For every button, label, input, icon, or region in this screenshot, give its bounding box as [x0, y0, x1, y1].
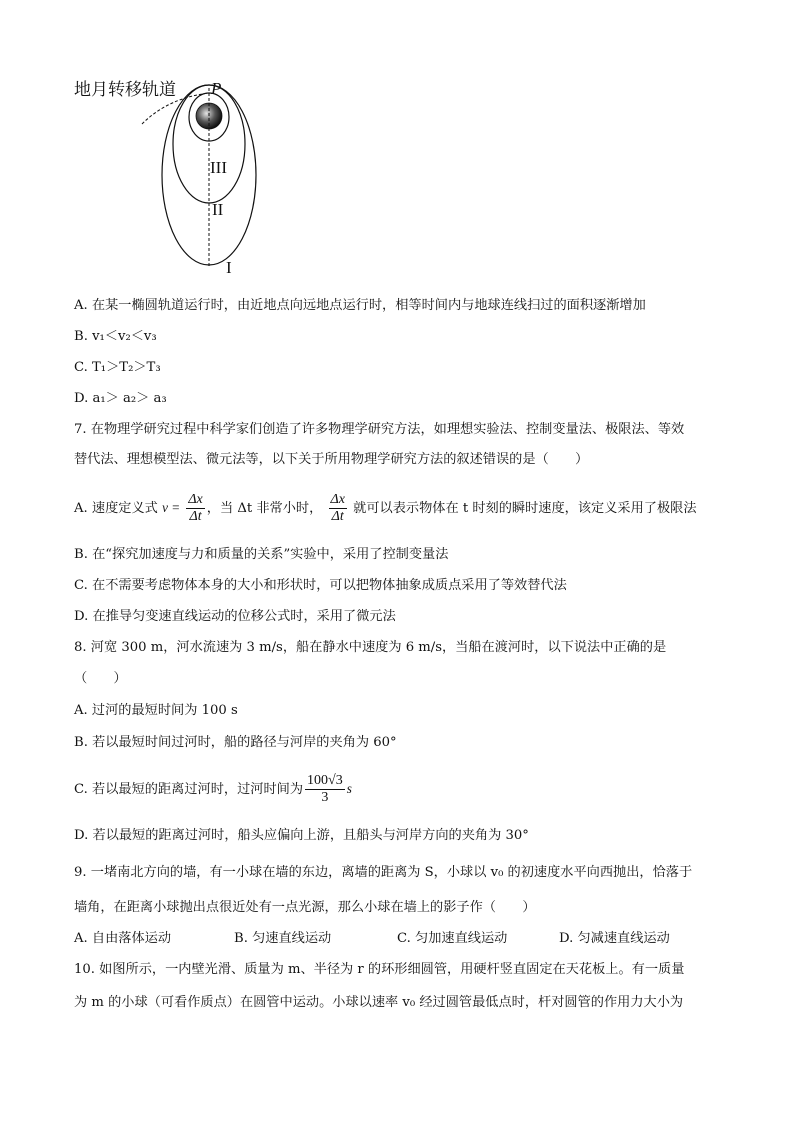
- q7-option-a-middle: ，当 Δt 非常小时，: [206, 501, 323, 516]
- q9-option-d: D. 匀减速直线运动: [559, 931, 670, 946]
- q6-option-d: D. a₁＞ a₂＞ a₃: [74, 391, 167, 406]
- q7-stem-line-1: 7. 在物理学研究过程中科学家们创造了许多物理学研究方法，如理想实验法、控制变量法、极限法、等效: [74, 422, 685, 437]
- q8-option-c: [74, 769, 352, 810]
- fraction-numerator: Δx: [188, 492, 203, 507]
- q6-option-b: B. v₁＜v₂＜v₃: [74, 329, 157, 344]
- q7-option-a-suffix: 就可以表示物体在 t 时刻的瞬时速度，该定义采用了极限法: [353, 501, 697, 516]
- q7-option-c: C. 在不需要考虑物体本身的大小和形状时，可以把物体抽象成质点采用了等效替代法: [74, 578, 567, 593]
- q9-option-c: C. 匀加速直线运动: [397, 931, 508, 946]
- fraction-denominator: 3: [321, 790, 329, 805]
- q9-option-a: A. 自由落体运动: [74, 931, 172, 946]
- q8-unit: s: [346, 781, 352, 796]
- q7-velocity-symbol: v =: [162, 500, 181, 515]
- q8-option-d: D. 若以最短的距离过河时，船头应偏向上游，且船头与河岸方向的夹角为 30°: [74, 828, 529, 843]
- q8-option-b: B. 若以最短时间过河时，船的路径与河岸的夹角为 60°: [74, 735, 397, 750]
- q8-time-fraction: [305, 773, 345, 806]
- q6-option-a: A. 在某一椭圆轨道运行时，由近地点向远地点运行时，相等时间内与地球连线扫过的面积逐渐增加: [74, 298, 646, 313]
- q8-option-c-prefix: C. 若以最短的距离过河时，过河时间为: [74, 782, 304, 797]
- q7-fraction-2: [329, 492, 347, 525]
- q9-option-b: B. 匀速直线运动: [234, 931, 332, 946]
- q7-option-a: [74, 488, 697, 529]
- q8-option-a: A. 过河的最短时间为 100 s: [74, 703, 238, 718]
- fraction-numerator: Δx: [330, 492, 345, 507]
- q7-option-b: B. 在“探究加速度与力和质量的关系”实验中，采用了控制变量法: [74, 547, 449, 562]
- q9-stem-line-2: 墙角，在距离小球抛出点很近处有一点光源，那么小球在墙上的影子作（ ）: [74, 900, 536, 915]
- fraction-denominator: Δt: [331, 509, 344, 524]
- q7-stem-line-2: 替代法、理想模型法、微元法等，以下关于所用物理学研究方法的叙述错误的是（ ）: [74, 452, 589, 467]
- fraction-denominator: Δt: [189, 509, 202, 524]
- fraction-numerator: 100√3: [307, 773, 343, 788]
- q8-stem-line-1: 8. 河宽 300 m，河水流速为 3 m/s，船在静水中速度为 6 m/s，当船在渡河时，以下说法中正确的是: [74, 640, 667, 655]
- q8-stem-line-2: （ ）: [74, 671, 127, 686]
- q9-stem-line-1: 9. 一堵南北方向的墙，有一小球在墙的东边，离墙的距离为 S，小球以 v₀ 的初速度水平向西抛出，恰落于: [74, 865, 693, 880]
- q7-fraction-1: [186, 492, 204, 525]
- orbit-i-label: I: [226, 258, 232, 277]
- q10-stem-line-2: 为 m 的小球（可看作质点）在圆管中运动。小球以速率 v₀ 经过圆管最低点时，杆对圆管的作用力大小为: [74, 995, 684, 1010]
- orbit-figure: [60, 70, 280, 280]
- orbit-iii-label: III: [210, 158, 227, 177]
- orbit-ii-label: II: [212, 200, 224, 219]
- orbit-label: 地月转移轨道: [74, 80, 176, 100]
- point-p-label: P: [211, 79, 222, 98]
- q10-stem-line-1: 10. 如图所示，一内壁光滑、质量为 m、半径为 r 的环形细圆管，用硬杆竖直固定在天花板上。有一质量: [74, 962, 685, 977]
- q7-option-a-prefix: A. 速度定义式: [74, 501, 158, 516]
- q6-option-c: C. T₁＞T₂＞T₃: [74, 360, 161, 375]
- q7-option-d: D. 在推导匀变速直线运动的位移公式时，采用了微元法: [74, 609, 396, 624]
